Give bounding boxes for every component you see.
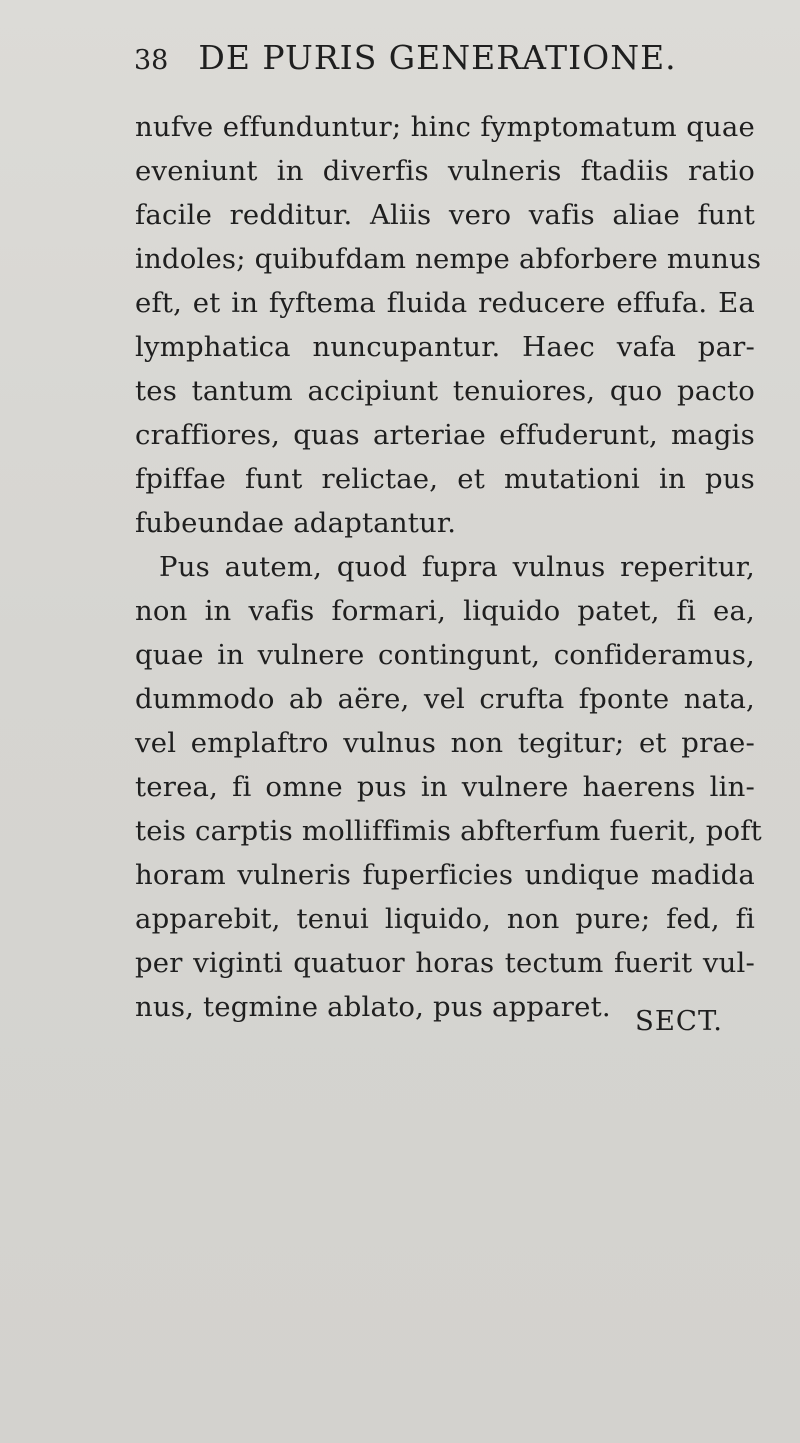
text-line: facile redditur. Aliis vero vafis aliae funt [135, 199, 755, 231]
text-line: indoles; quibufdam nempe abforbere munus [135, 243, 762, 275]
text-line: quae in vulnere contingunt, confideramus, [135, 639, 755, 671]
text-line: nus, tegmine ablato, pus apparet. [135, 991, 611, 1023]
paragraph-1 [135, 105, 762, 545]
text-line: horam vulneris fuperficies undique madida [135, 859, 755, 891]
text-line: dummodo ab aëre, vel crufta fponte nata, [135, 683, 755, 715]
text-line: tes tantum accipiunt tenuiores, quo pacto [135, 375, 755, 407]
text-line: nufve effunduntur; hinc fymptomatum quae [135, 111, 755, 143]
text-line: fpiffae funt relictae, et mutationi in pus [135, 463, 755, 495]
text-line: fubeundae adaptantur. [135, 507, 457, 539]
text-line: eveniunt in diverfis vulneris ftadiis ratio [135, 155, 755, 187]
text-line: Pus autem, quod fupra vulnus reperitur, [159, 551, 755, 583]
text-line: teis carptis molliffimis abfterfum fuerit, poft [135, 815, 762, 847]
paragraph-2 [135, 545, 762, 1029]
text-line: vel emplaftro vulnus non tegitur; et prae- [135, 727, 755, 759]
page-number: 38 [134, 45, 169, 76]
text-line: apparebit, tenui liquido, non pure; fed, fi [135, 903, 755, 935]
text-line: per viginti quatuor horas tectum fuerit vul- [135, 947, 755, 979]
text-line: terea, fi omne pus in vulnere haerens lin- [135, 771, 755, 803]
text-line: eft, et in fyftema fluida reducere effufa. Ea [135, 287, 755, 319]
text-line: non in vafis formari, liquido patet, fi ea, [135, 595, 755, 627]
text-line: craffiores, quas arteriae effuderunt, magis [135, 419, 755, 451]
running-head: DE PURIS GENERATIONE. [198, 38, 677, 77]
body-text [135, 105, 762, 1029]
catchword: SECT. [635, 1005, 723, 1037]
text-line: lymphatica nuncupantur. Haec vafa par- [135, 331, 755, 363]
page-header [134, 38, 734, 77]
